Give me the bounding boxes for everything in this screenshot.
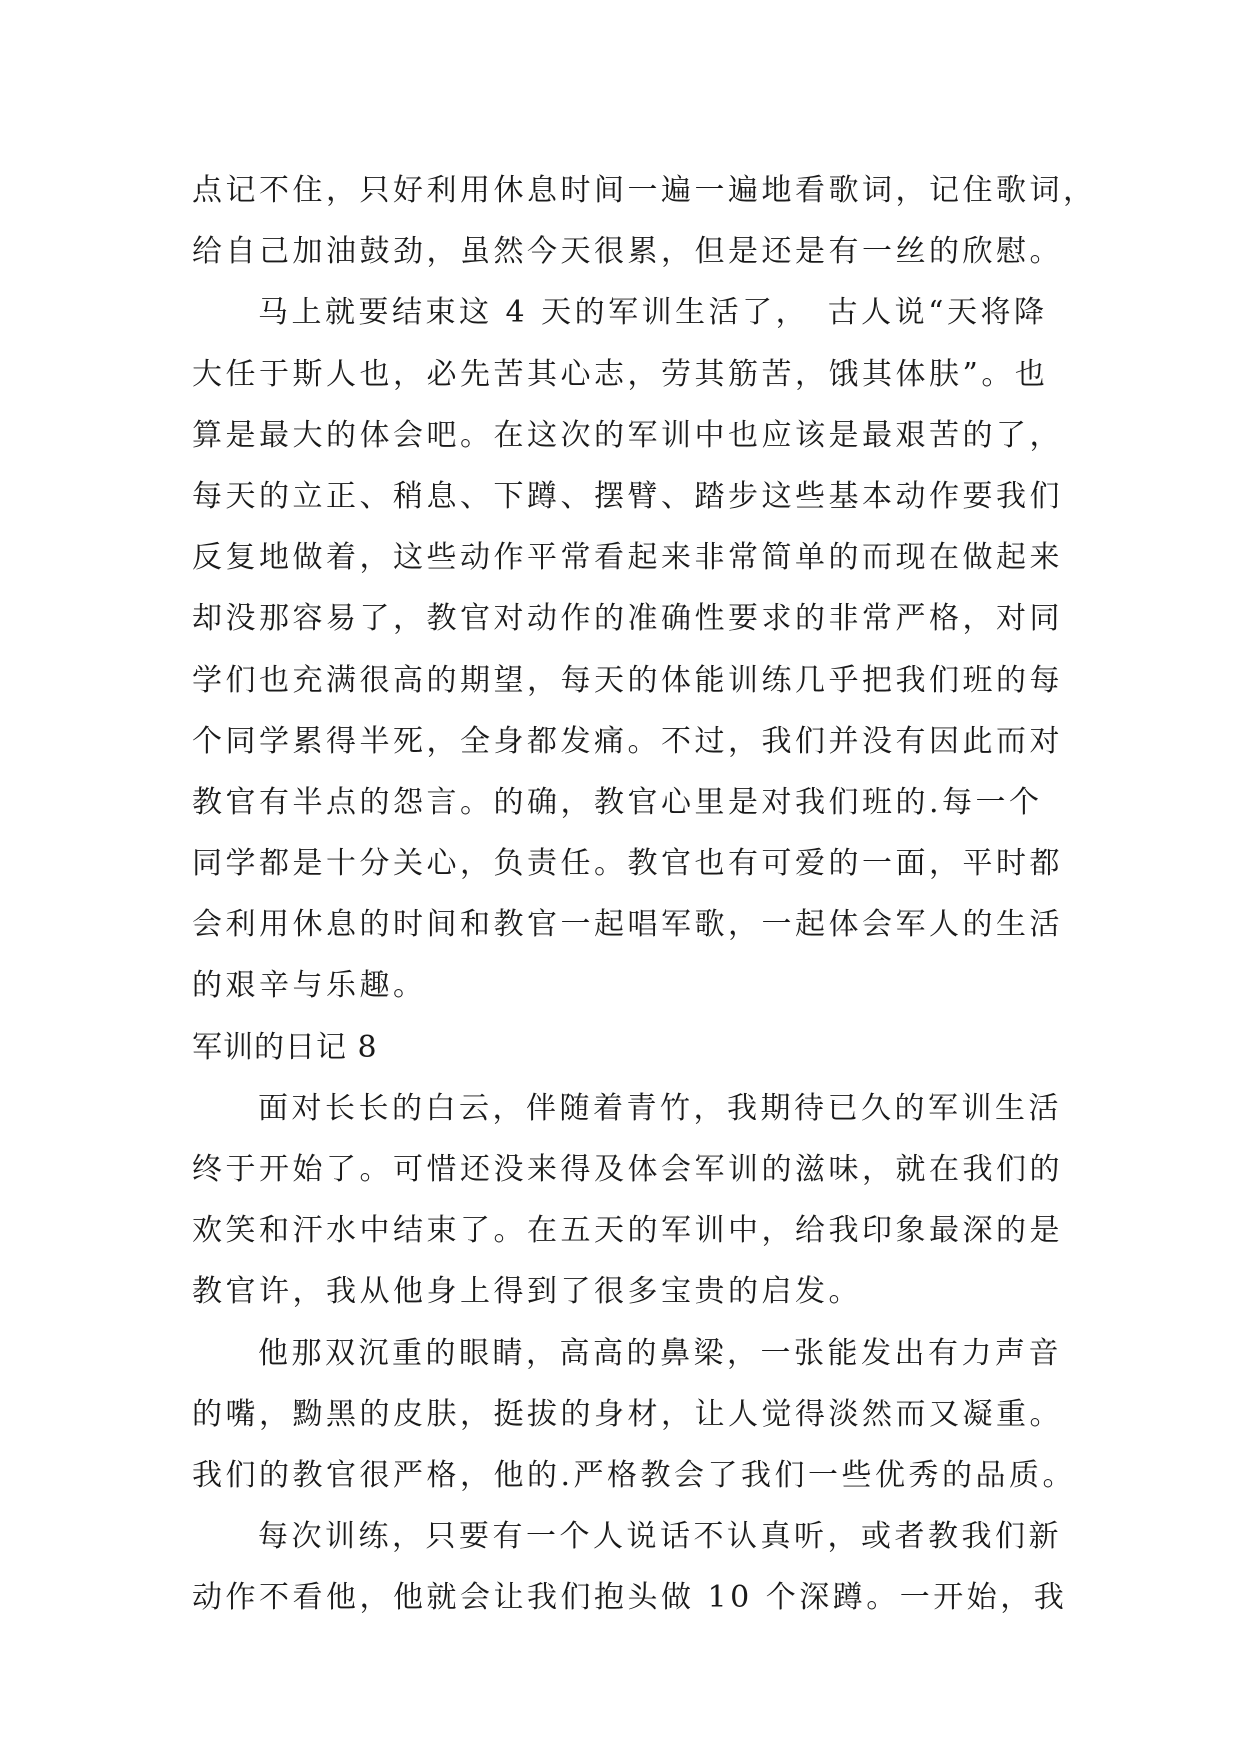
paragraph-start-line: 面对长长的白云，伴随着青竹，我期待已久的军训生活 <box>258 1090 1062 1126</box>
paragraph-start-line: 马上就要结束这 4 天的军训生活了， 古人说“天将降 <box>258 295 1048 331</box>
text-line: 大任于斯人也，必先苦其心志，劳其筋苦，饿其体肤”。也 <box>192 356 1049 392</box>
text-line: 给自己加油鼓劲，虽然今天很累，但是还是有一丝的欣慰。 <box>192 234 1063 270</box>
text-line: 点记不住，只好利用休息时间一遍一遍地看歌词，记住歌词， <box>192 173 1097 208</box>
text-line: 的艰辛与乐趣。 <box>192 968 427 1004</box>
text-line: 每天的立正、稍息、下蹲、摆臂、踏步这些基本动作要我们 <box>192 478 1063 514</box>
text-line: 学们也充满很高的期望，每天的体能训练几乎把我们班的每 <box>192 662 1063 698</box>
text-line: 的嘴，黝黑的皮肤，挺拔的身材，让人觉得淡然而又凝重。 <box>192 1396 1063 1432</box>
paragraph-start-line: 他那双沉重的眼睛，高高的鼻梁，一张能发出有力声音 <box>258 1335 1062 1371</box>
text-line: 终于开始了。可惜还没来得及体会军训的滋味，就在我们的 <box>192 1152 1063 1187</box>
text-line: 个同学累得半死，全身都发痛。不过，我们并没有因此而对 <box>192 723 1063 759</box>
paragraph-start-line: 每次训练，只要有一个人说话不认真听，或者教我们新 <box>258 1519 1062 1555</box>
text-line: 动作不看他，他就会让我们抱头做 10 个深蹲。一开始，我 <box>192 1580 1068 1616</box>
text-line: 欢笑和汗水中结束了。在五天的军训中，给我印象最深的是 <box>192 1213 1063 1249</box>
section-heading: 军训的日记 8 <box>192 1029 378 1065</box>
text-line: 同学都是十分关心，负责任。教官也有可爱的一面，平时都 <box>192 846 1063 882</box>
text-line: 反复地做着，这些动作平常看起来非常简单的而现在做起来 <box>192 540 1063 576</box>
text-line: 却没那容易了，教官对动作的准确性要求的非常严格，对同 <box>192 601 1063 637</box>
text-line: 算是最大的体会吧。在这次的军训中也应该是最艰苦的了， <box>192 417 1063 453</box>
text-line: 会利用休息的时间和教官一起唱军歌，一起体会军人的生活 <box>192 907 1063 943</box>
text-line: 教官有半点的怨言。的确，教官心里是对我们班的.每一个 <box>192 784 1043 820</box>
body-text <box>192 160 1097 1629</box>
text-line: 教官许，我从他身上得到了很多宝贵的启发。 <box>192 1274 862 1310</box>
text-line: 我们的教官很严格，他的.严格教会了我们一些优秀的品质。 <box>192 1457 1077 1493</box>
